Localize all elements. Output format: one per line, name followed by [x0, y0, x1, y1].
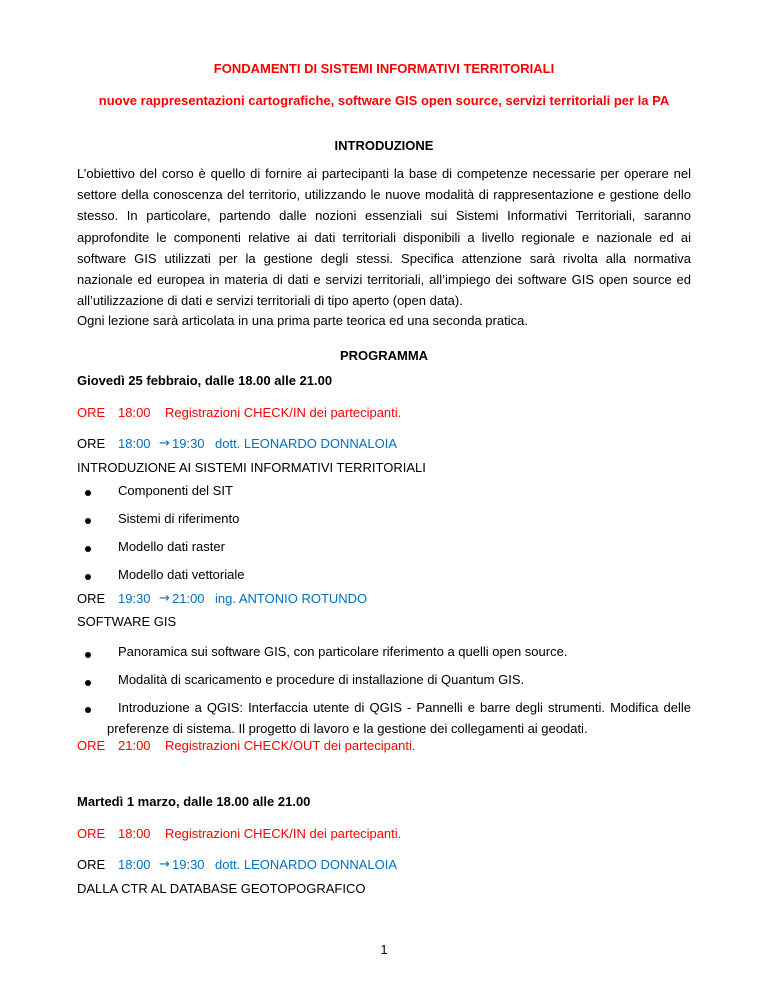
arrow-right-icon: → — [159, 857, 170, 872]
day1-session2-row — [0, 591, 768, 609]
bullet-icon — [85, 574, 91, 580]
session-start: 19:30 — [118, 591, 151, 606]
intro-paragraph: L’obiettivo del corso è quello di fornire ai partecipanti la base di competenze necessarie per operare nel settore della conoscenza del territorio, utilizzando le nuove modalità di rappresentazione e gestione dello stesso. In particolare, partendo dalle nozioni essenziali sui Sistemi Informativi Territoriali, saranno approfondite le componenti relative ai dati territoriali disponibili a livello regionale e nazionale ed ai software GIS utilizzati per la gestione degli stessi. Specifica attenzione sarà rivolta alla normativa nazionale ed europea in materia di dati e servizi territoriali, all’impiego dei software GIS open source ed all’utilizzazione di dati e servizi territoriali di tipo aperto (open data). — [77, 166, 691, 309]
ore-label: ORE — [77, 738, 106, 753]
ore-label: ORE — [77, 591, 106, 606]
day1-checkout-row — [0, 738, 768, 756]
document-title: FONDAMENTI DI SISTEMI INFORMATIVI TERRITORIALI — [213, 61, 555, 76]
day1-session1-topic: INTRODUZIONE AI SISTEMI INFORMATIVI TERRITORIALI — [77, 460, 426, 475]
day1-session2-topic: SOFTWARE GIS — [77, 614, 177, 629]
session-speaker: ing. ANTONIO ROTUNDO — [215, 591, 368, 606]
session-end: 19:30 — [172, 857, 205, 872]
session-speaker: dott. LEONARDO DONNALOIA — [215, 436, 398, 451]
program-heading: PROGRAMMA — [339, 348, 429, 363]
session-start: 18:00 — [118, 857, 151, 872]
checkout-text: Registrazioni CHECK/OUT dei partecipanti. — [165, 738, 416, 753]
ore-label: ORE — [77, 405, 106, 420]
list-item: Componenti del SIT — [118, 483, 233, 498]
ore-label: ORE — [77, 857, 106, 872]
document-subtitle: nuove rappresentazioni cartografiche, software GIS open source, servizi territoriali per la PA — [98, 93, 670, 108]
ore-label: ORE — [77, 436, 106, 451]
checkin-text: Registrazioni CHECK/IN dei partecipanti. — [165, 405, 402, 420]
day2-session1-row — [0, 857, 768, 875]
intro-note: Ogni lezione sarà articolata in una prima parte teorica ed una seconda pratica. — [77, 313, 528, 328]
day1-title: Giovedì 25 febbraio, dalle 18.00 alle 21.00 — [77, 373, 333, 388]
ore-label: ORE — [77, 826, 106, 841]
checkin-text: Registrazioni CHECK/IN dei partecipanti. — [165, 826, 402, 841]
bullet-icon — [85, 490, 91, 496]
bullet-icon — [85, 680, 91, 686]
list-item: Introduzione a QGIS: Interfaccia utente di QGIS - Pannelli e barre degli strumenti. Modifica delle preferenze di sistema. Il progetto di lavoro e la gestione dei collegamenti ai geodati. — [107, 700, 691, 736]
arrow-right-icon: → — [159, 436, 170, 451]
bullet-icon — [85, 518, 91, 524]
list-item: Modalità di scaricamento e procedure di installazione di Quantum GIS. — [118, 672, 525, 687]
list-item: Panoramica sui software GIS, con particolare riferimento a quelli open source. — [118, 644, 568, 659]
intro-heading: INTRODUZIONE — [334, 138, 434, 153]
day2-checkin-row — [0, 826, 768, 844]
bullet-icon — [85, 546, 91, 552]
page-number: 1 — [380, 942, 388, 957]
bullet-icon — [85, 652, 91, 658]
day2-session1-topic: DALLA CTR AL DATABASE GEOTOPOGRAFICO — [77, 881, 366, 896]
day1-checkin-row — [0, 405, 768, 423]
checkin-time: 18:00 — [118, 826, 151, 841]
day2-title: Martedì 1 marzo, dalle 18.00 alle 21.00 — [77, 794, 311, 809]
list-item: Sistemi di riferimento — [118, 511, 240, 526]
session-end: 19:30 — [172, 436, 205, 451]
session-end: 21:00 — [172, 591, 205, 606]
day1-session1-row — [0, 436, 768, 454]
checkout-time: 21:00 — [118, 738, 151, 753]
session-speaker: dott. LEONARDO DONNALOIA — [215, 857, 398, 872]
list-item: Modello dati raster — [118, 539, 225, 554]
bullet-icon — [85, 707, 91, 713]
session-start: 18:00 — [118, 436, 151, 451]
arrow-right-icon: → — [159, 591, 170, 606]
list-item: Modello dati vettoriale — [118, 567, 245, 582]
checkin-time: 18:00 — [118, 405, 151, 420]
